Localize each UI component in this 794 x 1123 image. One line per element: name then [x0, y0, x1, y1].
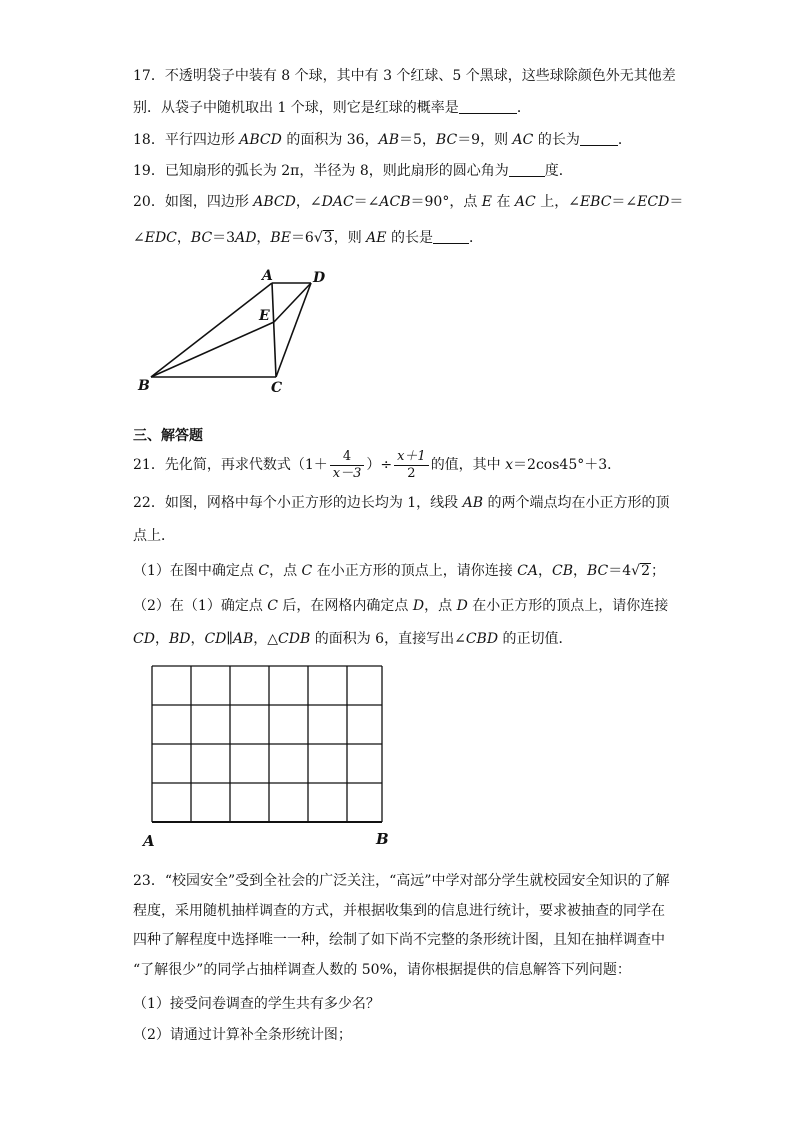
- q22-text: ，: [154, 631, 169, 647]
- q20-text: ＝3: [212, 230, 236, 246]
- q20-var: AC: [514, 194, 536, 210]
- q22-text: 在小正方形的顶点上，请你连接: [467, 598, 669, 614]
- q17-end: ．: [516, 100, 531, 116]
- q18-text: 18．平行四边形: [133, 132, 240, 148]
- q20-text: ＝: [669, 194, 684, 210]
- q20-var: BE: [270, 230, 291, 246]
- q18-text: ＝5，: [399, 132, 436, 148]
- q20-text: 上，∠: [535, 194, 580, 210]
- q20-text: ∠: [133, 230, 145, 246]
- grid-figure: [140, 660, 400, 855]
- q18-var: ABCD: [239, 132, 282, 148]
- segment-dc: [276, 283, 311, 377]
- q20-var: BC: [190, 230, 213, 246]
- q20-text: ，: [176, 230, 191, 246]
- q22-text: ，点: [424, 598, 457, 614]
- q22-text: 后，在网格内确定点: [277, 598, 413, 614]
- q23-text: “了解很少”的同学占抽样调查人数的 50%，请你根据提供的信息解答下列问题：: [133, 962, 631, 978]
- q23-text: 程度，采用随机抽样调查的方式，并根据收集到的信息进行统计，要求被抽查的同学在: [133, 903, 665, 919]
- q22-var: BC: [586, 563, 609, 579]
- fraction-numerator: x＋1: [394, 449, 429, 466]
- q21-text: ＝2cos45°＋3．: [513, 457, 622, 473]
- answer-blank: [459, 99, 517, 114]
- q20-var: ECD: [637, 194, 670, 210]
- q17-text1: 17．不透明袋子中装有 8 个球，其中有 3 个红球、5 个黑球，这些球除颜色外无其他差: [133, 68, 676, 84]
- q23-part2: [133, 1025, 352, 1045]
- q22-part2: [133, 596, 668, 616]
- section-heading: [133, 426, 203, 446]
- q22-text: ，: [572, 563, 587, 579]
- q22-var: D: [456, 598, 468, 614]
- q20-text: ，则: [333, 230, 367, 246]
- q22-text: 22．如图，网格中每个小正方形的边长均为 1，线段: [133, 495, 463, 511]
- q22-text: （2）在（1）确定点: [133, 598, 268, 614]
- q20-var: AE: [366, 230, 387, 246]
- q20-var: ABCD: [253, 194, 296, 210]
- q22-var: C: [301, 563, 313, 579]
- q20-var: ACB: [379, 194, 411, 210]
- q20-line1: [133, 192, 683, 212]
- q21-line: [133, 448, 621, 482]
- q22-var: AB: [462, 495, 484, 511]
- segment-ed: [274, 283, 311, 322]
- q22-var: D: [412, 598, 425, 614]
- q22-var: CA: [517, 563, 538, 579]
- q20-var: DAC: [321, 194, 354, 210]
- q22-text: ，点: [269, 563, 302, 579]
- q23-text: （2）请通过计算补全条形统计图；: [133, 1027, 352, 1043]
- q23-text: 23．“校园安全”受到全社会的广泛关注，“高远”中学对部分学生就校园安全知识的了解: [133, 873, 670, 889]
- q22-text: （1）在图中确定点: [133, 563, 259, 579]
- q21-text: 21．先化简，再求代数式（1＋: [133, 457, 328, 473]
- q23-line1: [133, 871, 669, 891]
- q20-text: ，: [256, 230, 271, 246]
- q23-line4: [133, 960, 631, 980]
- label-b: B: [376, 830, 389, 848]
- q22-var: BD: [168, 631, 191, 647]
- q22-text: 的面积为 6，直接写出∠: [310, 631, 466, 647]
- q20-text: ＝∠: [353, 194, 380, 210]
- segment-be: [151, 322, 274, 377]
- q20-line2: [133, 228, 483, 248]
- q22-var: C: [258, 563, 270, 579]
- q17-line2: [133, 98, 531, 118]
- q21-text: ）÷: [366, 457, 393, 473]
- q23-part1: [133, 994, 380, 1014]
- q19-text: 度．: [544, 163, 573, 179]
- fraction-1: [330, 449, 365, 482]
- label-c: C: [271, 380, 283, 396]
- q22-var: AB: [232, 631, 254, 647]
- q19-text: 19．已知扇形的弧长为 2π，半径为 8，则此扇形的圆心角为: [133, 163, 509, 179]
- q21-text: 的值，其中: [430, 457, 506, 473]
- q22-line1: [133, 493, 669, 513]
- q22-text: ，: [537, 563, 552, 579]
- label-e: E: [259, 308, 270, 324]
- q22-part1: [133, 561, 665, 581]
- label-a: A: [143, 832, 155, 850]
- q19-line: [133, 161, 573, 181]
- q20-text: ，∠: [295, 194, 322, 210]
- q22-line2: [133, 526, 175, 546]
- q18-text: ＝9，则: [457, 132, 513, 148]
- q18-var: AB: [378, 132, 399, 148]
- q22-var: CD: [204, 631, 227, 647]
- q22-text: 点上．: [133, 528, 175, 544]
- q22-text: ∥: [226, 631, 233, 647]
- q17-text2: 别．从袋子中随机取出 1 个球，则它是红球的概率是: [133, 100, 459, 116]
- q22-part2-cont: [133, 629, 573, 649]
- q20-text: 在: [492, 194, 515, 210]
- q18-end: ．: [617, 132, 632, 148]
- q20-text: 20．如图，四边形: [133, 194, 254, 210]
- q22-text: 的正切值．: [498, 631, 573, 647]
- q22-text: ，: [190, 631, 205, 647]
- label-b: B: [138, 378, 150, 394]
- q22-text: ＝4: [608, 563, 632, 579]
- q23-text: （1）接受问卷调查的学生共有多少名？: [133, 996, 380, 1012]
- section-title: 三、解答题: [133, 428, 203, 444]
- q22-var: CD: [133, 631, 155, 647]
- q22-var: CDB: [278, 631, 311, 647]
- q22-var: CB: [551, 563, 573, 579]
- q20-text: ＝6: [290, 230, 314, 246]
- q20-end: ．: [468, 230, 483, 246]
- q20-text: ＝90°，点: [410, 194, 482, 210]
- q22-var: C: [267, 598, 278, 614]
- q23-line3: [133, 930, 665, 950]
- q20-var: EBC: [579, 194, 612, 210]
- sqrt-sign: √: [631, 563, 641, 579]
- q18-var: AC: [512, 132, 534, 148]
- quadrilateral-figure: [130, 262, 340, 397]
- segment-ac: [272, 283, 276, 377]
- fraction-numerator: 4: [330, 449, 365, 466]
- q18-line: [133, 130, 632, 150]
- q20-var: EDC: [144, 230, 177, 246]
- answer-blank: [580, 131, 618, 146]
- segment-ab: [151, 283, 272, 377]
- q22-var: CBD: [465, 631, 499, 647]
- q23-text: 四种了解程度中选择唯一一种，绘制了如下尚不完整的条形统计图，且知在抽样调查中: [133, 932, 665, 948]
- q18-text: 的面积为 36，: [281, 132, 379, 148]
- sqrt-radicand: 3: [323, 230, 333, 246]
- q17-line1: [133, 66, 676, 86]
- q18-text: 的长为: [533, 132, 580, 148]
- q22-text: 在小正方形的顶点上，请你连接: [312, 563, 518, 579]
- q22-text: ，△: [253, 631, 279, 647]
- q23-line2: [133, 901, 665, 921]
- q20-text: ＝∠: [611, 194, 638, 210]
- q18-var: BC: [435, 132, 458, 148]
- answer-blank: [509, 162, 545, 177]
- sqrt-sign: √: [313, 230, 323, 246]
- q20-var: E: [481, 194, 493, 210]
- q21-var: x: [505, 457, 514, 473]
- q22-text: 的两个端点均在小正方形的顶: [483, 495, 670, 511]
- fraction-denominator: x－3: [332, 465, 362, 481]
- q20-text: 的长是: [386, 230, 433, 246]
- answer-blank: [433, 229, 469, 244]
- sqrt-radicand: 2: [641, 563, 651, 579]
- fraction-2: [394, 449, 429, 482]
- q20-var: AD: [235, 230, 257, 246]
- q22-text: ；: [651, 563, 666, 579]
- label-d: D: [313, 270, 326, 286]
- label-a: A: [262, 268, 273, 284]
- fraction-denominator: 2: [407, 465, 416, 481]
